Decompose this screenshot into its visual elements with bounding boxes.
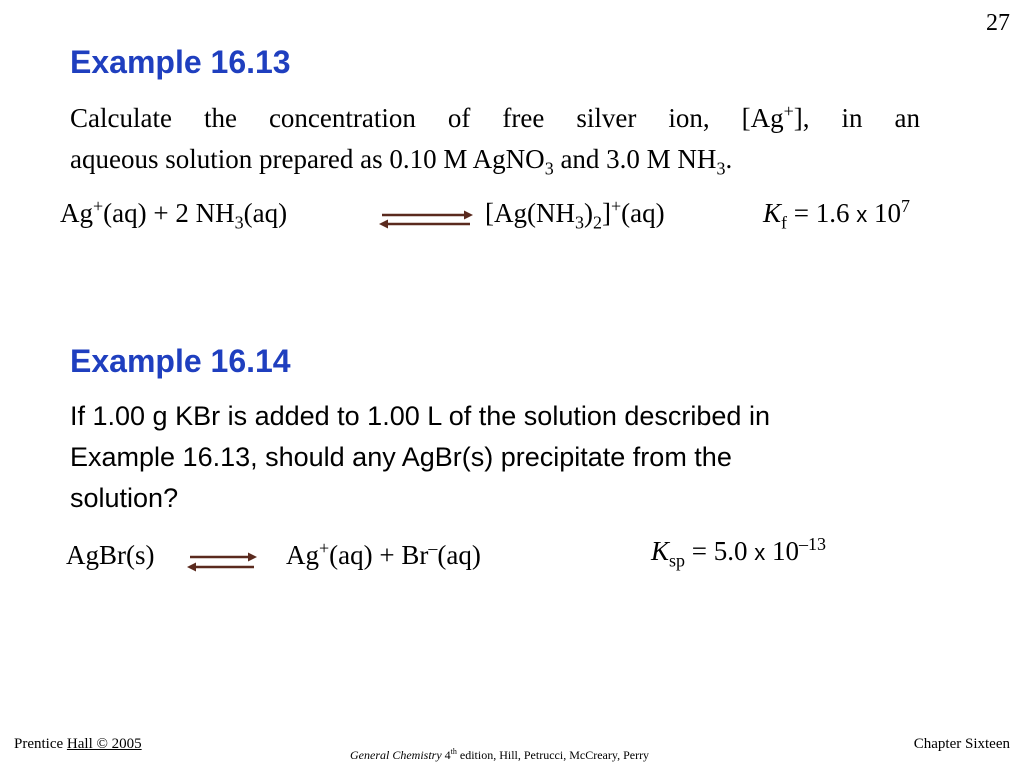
example-16-14-title: Example 16.14 [70, 343, 291, 379]
equilibrium-arrows-icon [186, 551, 258, 573]
example-16-14-line-1: If 1.00 g KBr is added to 1.00 L of the solution described in [70, 401, 770, 431]
equation-2-reactant: AgBr(s) [66, 540, 155, 570]
equation-1-reactants: Ag+(aq) + 2 $NH_3(aq)$ [60, 196, 288, 233]
footer-chapter: Chapter Sixteen [913, 736, 1010, 752]
page-number: 27 [986, 10, 1010, 36]
solubility-product-constant: $K_{sp} = 5.0$ x $10^{-13}$ [651, 534, 827, 571]
example-16-14-text [70, 396, 770, 519]
example-16-14-line-3: solution? [70, 483, 179, 513]
example-16-13-line-1: Calculate the concentration of free silver ion, [Ag+], in an [70, 101, 920, 133]
footer-textbook-credit: General Chemistry 4th edition, Hill, Petrucci, McCreary, Perry [350, 747, 650, 762]
example-16-13-line-2: aqueous solution prepared as 0.10 M AgNO$_3$ and 3.0 M $NH_3$. [70, 144, 733, 179]
equation-1-product: $[Ag(NH_3)_2]^+(aq)$ [485, 196, 665, 233]
equilibrium-arrows-icon [378, 208, 474, 230]
footer-publisher: Prentice Hall © 2005 [14, 736, 142, 752]
example-16-14-line-2: Example 16.13, should any AgBr(s) precipitate from the [70, 442, 732, 472]
example-16-13-title: Example 16.13 [70, 44, 291, 80]
formation-constant: $K_f = 1.6$ x $10^7$ [763, 196, 910, 233]
example-16-13-text [70, 98, 920, 180]
equation-2-products: Ag+(aq) + Br–(aq) [286, 538, 481, 570]
